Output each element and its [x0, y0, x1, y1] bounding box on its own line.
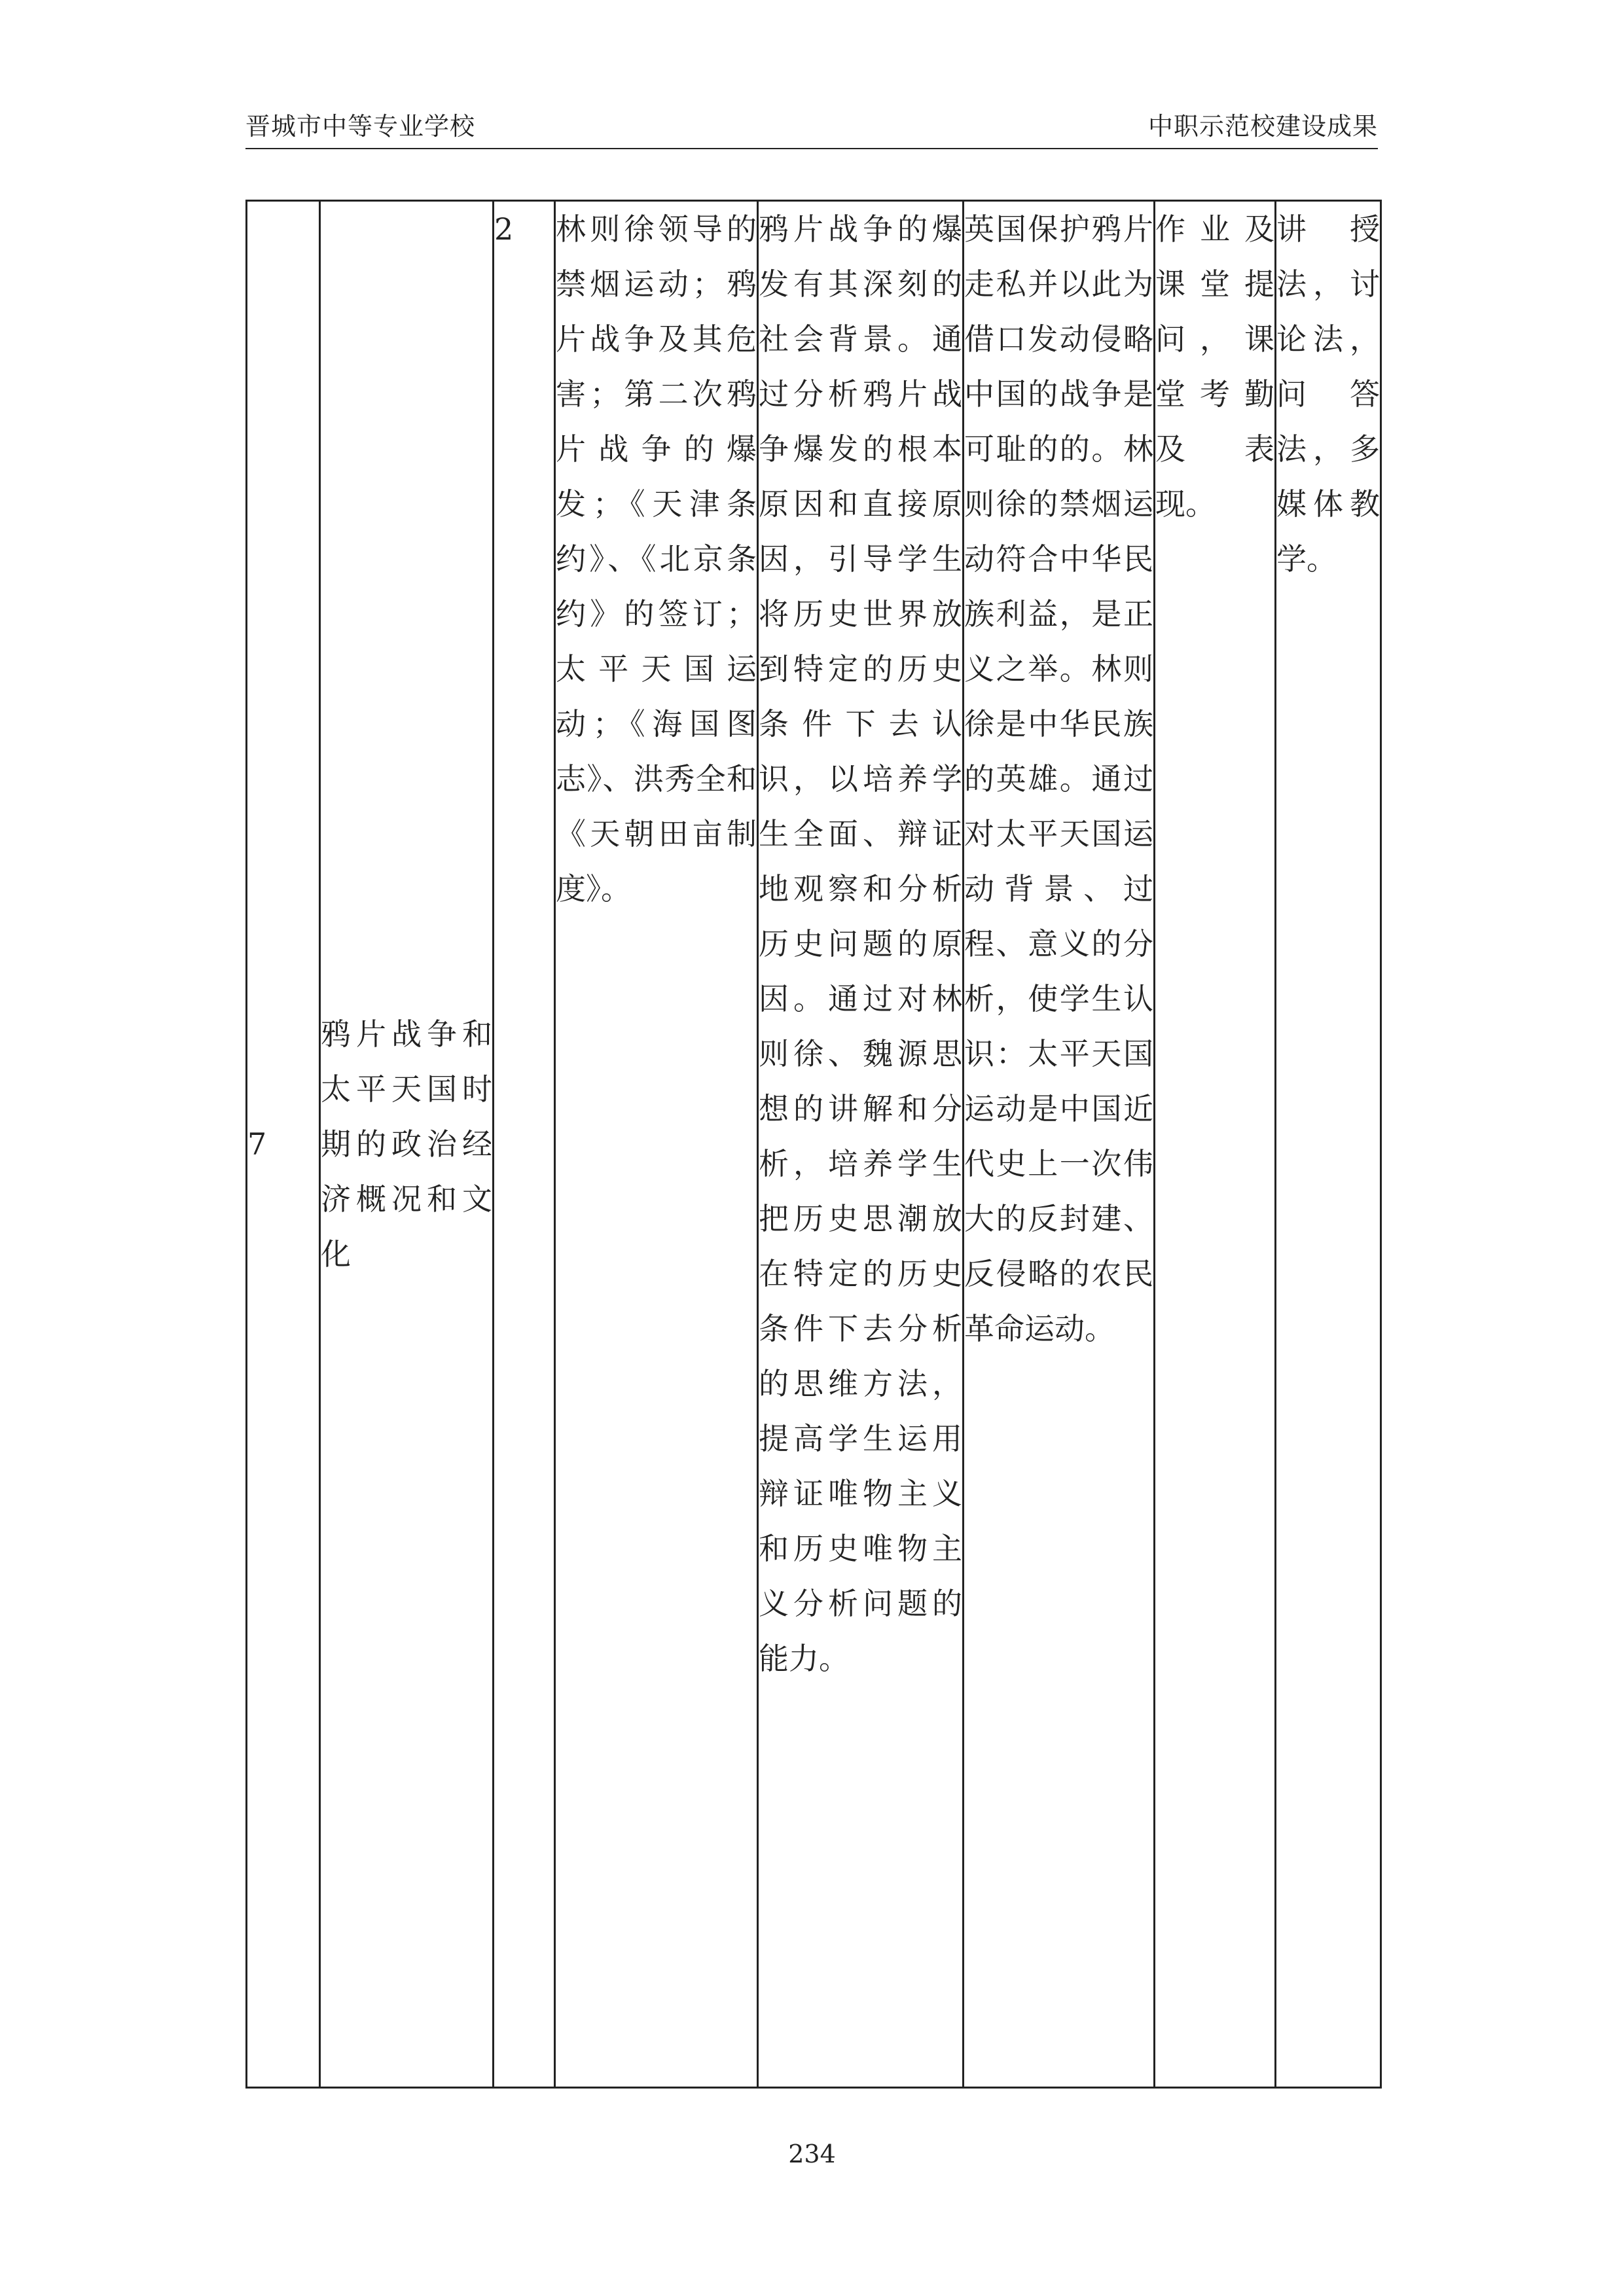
ability-goal-cell — [758, 201, 964, 2088]
school-name: 晋城市中等专业学校 — [245, 112, 476, 141]
teaching-content: 林则徐领导的禁烟运动；鸦片战争及其危害；第二次鸦片战争的爆发；《天津条约》、《北京条约》的签订；太平天国运动；《海国图志》、洪秀全和《天朝田亩制度》。 — [556, 211, 757, 906]
table-row — [247, 201, 1381, 2088]
hours-cell — [494, 201, 555, 2088]
class-hours: 2 — [494, 211, 514, 247]
page-number: 234 — [788, 2140, 836, 2168]
unit-title: 鸦片战争和太平天国时期的政治经济概况和文化 — [321, 1016, 492, 1272]
ability-goal: 鸦片战争的爆发有其深刻的社会背景。通过分析鸦片战争爆发的根本原因和直接原因，引导学生将历史世界放到特定的历史条件下去认识，以培养学生全面、辩证地观察和分析历史问题的原因。通过对林则徐、魏源思想的讲解和分析，培养学生把历史思潮放在特定的历史条件下去分析的思维方法，提高学生运用辩证唯物主义和历史唯物主义分析问题的能力。 — [759, 211, 962, 1676]
unit-title-cell — [320, 201, 494, 2088]
assessment-cell — [1155, 201, 1276, 2088]
project-title: 中职示范校建设成果 — [1147, 112, 1378, 141]
page-header — [245, 110, 1378, 149]
assessment-method: 作业及课堂提问，课堂考勤及表现。 — [1155, 211, 1274, 522]
teaching-method: 讲授法，讨论法，问答法，多媒体教学。 — [1276, 211, 1380, 577]
row-number-cell — [247, 201, 320, 2088]
content-cell — [555, 201, 758, 2088]
curriculum-table — [245, 200, 1382, 2089]
method-cell — [1276, 201, 1381, 2088]
moral-goal: 英国保护鸦片走私并以此为借口发动侵略中国的战争是可耻的的。林则徐的禁烟运动符合中华民族利益，是正义之举。林则徐是中华民族的英雄。通过对太平天国运动背景、过程、意义的分析，使学生认识：太平天国运动是中国近代史上一次伟大的反封建、反侵略的农民革命运动。 — [964, 211, 1153, 1346]
row-number: 7 — [247, 1126, 267, 1162]
moral-goal-cell — [964, 201, 1155, 2088]
